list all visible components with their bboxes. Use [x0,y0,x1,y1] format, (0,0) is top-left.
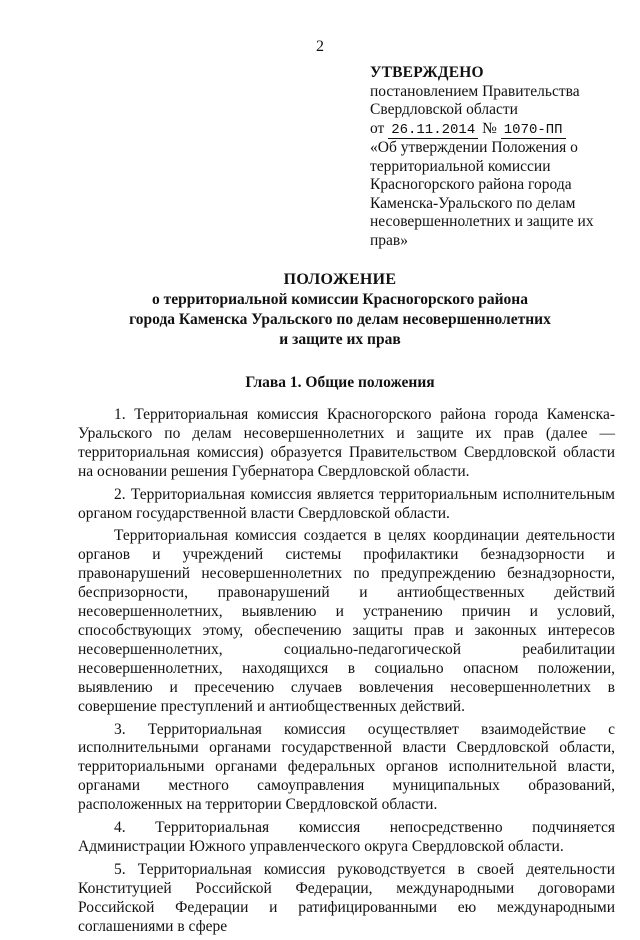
paragraph: 1. Территориальная комиссия Красногорского района города Каменска-Уральского по делам несовершеннолетних и защите их прав (далее — территориальная комиссия) образуется Правительством Свердловской области на основании решения Губернатора Свердловской области. [78,406,615,480]
document-subtitle-line: и защите их прав [279,331,401,348]
date-prefix: от [370,119,385,137]
approval-reference: «Об утверждении Положения о территориальной комиссии Красногорского района города Каменска-Уральского по делам несовершеннолетних и защите их прав» [370,139,594,249]
paragraph: 5. Территориальная комиссия руководствуется в своей деятельности Конституцией Российской Федерации, международными договорами Российской Федерации и ратифицированными ею международными соглашениями в сфере [78,860,615,935]
number-sign: № [482,119,497,137]
chapter-heading: Глава 1. Общие положения [245,374,435,391]
document-subtitle-line: о территориальной комиссии Красногорского района [152,291,528,308]
paragraph: 2. Территориальная комиссия является территориальным исполнительным органом государственной власти Свердловской области. [78,485,615,522]
document-subtitle-line: города Каменска Уральского по делам несовершеннолетних [129,311,551,328]
paragraph: 3. Территориальная комиссия осуществляет взаимодействие с исполнительными органами государственной власти Свердловской области, территориальными органами федеральных органов исполнительной власти, органами местного самоуправления муниципальных образований, расположенных на территории Свердловской области. [78,720,615,814]
approval-stamp [370,64,620,250]
page-number: 2 [316,38,324,55]
approval-line-1: постановлением Правительства [370,82,580,100]
document-body [78,406,615,940]
paragraph: Территориальная комиссия создается в целях координации деятельности органов и учреждений системы профилактики безнадзорности и правонарушений несовершеннолетних по предупреждению безнадзорности, беспризорности, правонарушений и антиобщественных действий несовершеннолетних, выявлению и устранению причин и условий, способствующих этому, обеспечению защиты прав и законных интересов несовершеннолетних, социально-педагогической реабилитации несовершеннолетних, находящихся в социально опасном положении, выявлению и пресечению случаев вовлечения несовершеннолетних в совершение преступлений и антиобщественных действий. [78,527,615,715]
document-title: ПОЛОЖЕНИЕ [283,271,397,288]
approval-line-2: Свердловской области [370,101,518,118]
document-title-block [60,270,620,350]
approval-number: 1070-ПП [501,122,566,139]
approval-title: УТВЕРЖДЕНО [370,64,484,81]
approval-date: 26.11.2014 [388,122,478,139]
paragraph: 4. Территориальная комиссия непосредственно подчиняется Администрации Южного управленческого округа Свердловской области. [78,819,615,855]
approval-date-line [370,120,620,140]
